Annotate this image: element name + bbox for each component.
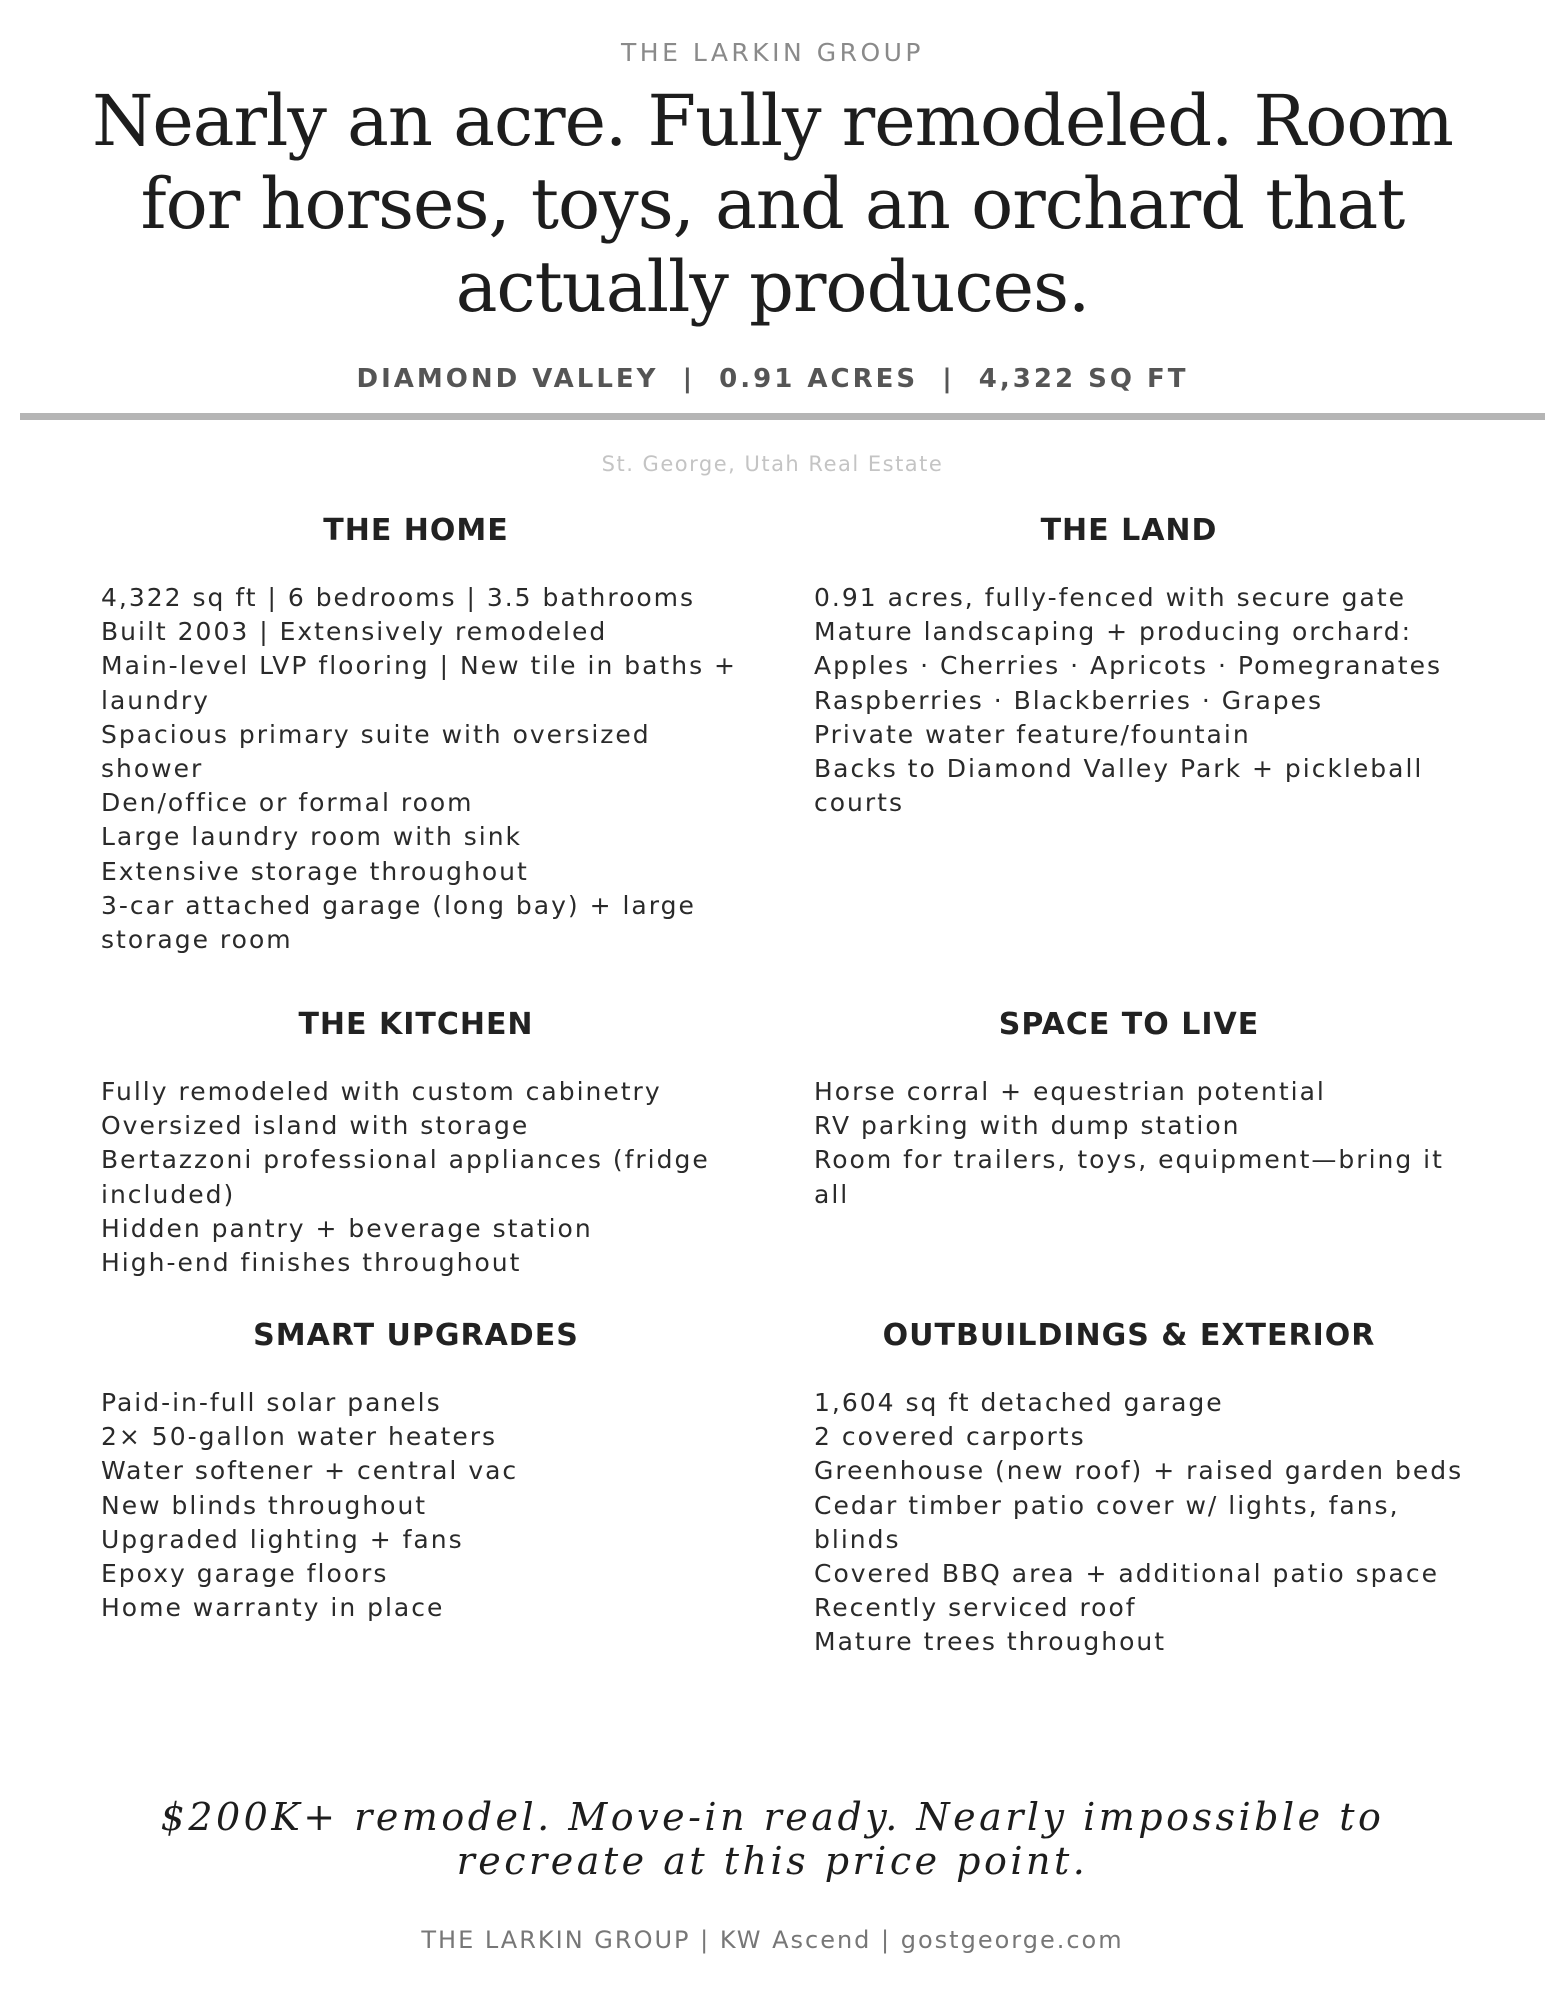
feature-item: Bertazzoni professional appliances (fridge included) [101,1145,710,1209]
headline: Nearly an acre. Fully remodeled. Room for horses, toys, and an orchard that actually produces. [92,80,1453,328]
feature-item: Water softener + central vac [101,1456,519,1486]
feature-item: RV parking with dump station [814,1111,1241,1141]
section-outbuildings-exterior [814,1318,1474,1660]
feature-item: Cedar timber patio cover w/ lights, fans, blinds [814,1490,1400,1554]
section-the-home [101,513,761,957]
feature-item: Fully remodeled with custom cabinetry [101,1077,662,1106]
feature-item: Raspberries · Blackberries · Grapes [814,685,1324,715]
section-space-to-live [814,1007,1474,1212]
feature-item: 1,604 sq ft detached garage [814,1388,1224,1417]
feature-item: Recently serviced roof [814,1593,1137,1623]
feature-list [101,581,761,957]
section-title: SMART UPGRADES [253,1318,579,1353]
feature-item: 4,322 sq ft | 6 bedrooms | 3.5 bathrooms [101,583,696,612]
feature-item: Built 2003 | Extensively remodeled [101,617,608,647]
section-title: SPACE TO LIVE [998,1007,1260,1042]
feature-item: Home warranty in place [101,1593,445,1623]
section-title: THE KITCHEN [298,1007,534,1042]
feature-item: Greenhouse (new roof) + raised garden beds [814,1456,1464,1486]
feature-item: Room for trailers, toys, equipment—bring it all [814,1145,1444,1209]
feature-item: New blinds throughout [101,1490,428,1520]
feature-item: Private water feature/fountain [814,719,1251,749]
feature-list [814,581,1474,820]
divider [20,413,1545,420]
feature-item: 0.91 acres, fully-fenced with secure gate [814,583,1406,612]
section-the-land [814,513,1474,820]
section-smart-upgrades [101,1318,761,1625]
brand-header: THE LARKIN GROUP [621,38,924,67]
tagline: $200K+ remodel. Move-in ready. Nearly impossible to recreate at this price point. [160,1795,1385,1883]
feature-list [101,1075,761,1280]
feature-item: High-end finishes throughout [101,1248,522,1278]
property-summary: DIAMOND VALLEY | 0.91 ACRES | 4,322 SQ FT [356,364,1189,394]
feature-item: Backs to Diamond Valley Park + pickleball courts [814,754,1424,818]
feature-item: Horse corral + equestrian potential [814,1077,1326,1106]
feature-item: Spacious primary suite with oversized shower [101,719,651,784]
feature-item: Main-level LVP flooring | New tile in baths + laundry [101,651,737,715]
feature-item: Upgraded lighting + fans [101,1524,464,1554]
section-title: OUTBUILDINGS & EXTERIOR [882,1318,1376,1353]
feature-list [814,1075,1474,1212]
section-title: THE LAND [1040,513,1218,548]
feature-item: Mature landscaping + producing orchard: [814,617,1413,647]
feature-item: Hidden pantry + beverage station [101,1213,593,1243]
feature-item: Covered BBQ area + additional patio space [814,1559,1439,1589]
feature-item: Extensive storage throughout [101,856,529,886]
feature-item: Mature trees throughout [814,1627,1167,1657]
feature-item: 2 covered carports [814,1422,1086,1452]
section-title: THE HOME [323,513,509,548]
feature-item: 3-car attached garage (long bay) + large storage room [101,890,696,955]
feature-item: 2× 50-gallon water heaters [101,1422,498,1452]
feature-item: Den/office or formal room [101,788,474,818]
feature-item: Oversized island with storage [101,1111,530,1141]
feature-item: Large laundry room with sink [101,822,523,852]
feature-item: Apples · Cherries · Apricots · Pomegranates [814,651,1442,681]
location-label: St. George, Utah Real Estate [601,452,944,476]
feature-item: Epoxy garage floors [101,1559,389,1589]
feature-item: Paid-in-full solar panels [101,1388,442,1417]
footer-contact: THE LARKIN GROUP | KW Ascend | gostgeorge.com [421,1926,1124,1954]
feature-list [101,1386,761,1625]
feature-list [814,1386,1474,1660]
section-the-kitchen [101,1007,761,1280]
